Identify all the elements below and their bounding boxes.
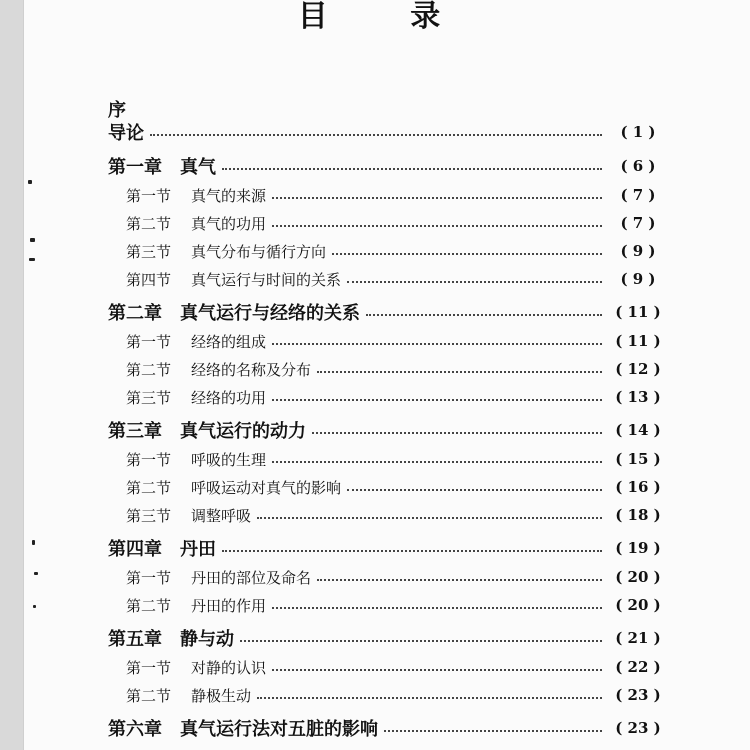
toc-entry-label [108,535,216,561]
toc-entry-label [126,657,266,678]
toc-entry-number: 第一节 [126,186,172,205]
toc-entry-title: 丹田的部位及命名 [191,568,312,587]
dot-leader [272,343,602,345]
toc-entry-number: 第一章 [108,157,162,178]
toc-entry-title: 呼吸的生理 [191,450,267,469]
toc-entry-title: 呼吸运动对真气的影响 [191,478,342,497]
toc-page-number: ( 20 ) [615,596,661,614]
toc-page-number: ( 14 ) [615,421,661,439]
toc-chapter-row [108,120,668,144]
toc-section-row [126,183,668,207]
dot-leader [317,371,602,373]
toc-page-number: ( 12 ) [615,360,661,378]
dot-leader [347,489,602,491]
toc-entry-label [126,449,266,470]
toc-chapter-row [108,626,668,650]
toc-page-number: ( 22 ) [615,658,661,676]
toc-entry-number: 第二节 [126,214,172,233]
toc-entry-label [126,477,341,498]
toc-entry-number: 第二章 [108,303,162,324]
toc-entry-number: 第三节 [126,506,172,525]
dot-leader [222,550,602,552]
table-of-contents [24,0,750,750]
toc-entry-title: 丹田 [180,539,216,560]
dot-leader [317,579,602,581]
toc-section-row [126,593,668,617]
toc-entry-number: 第一节 [126,450,172,469]
toc-section-row [126,267,668,291]
toc-entry-label [126,505,251,526]
toc-section-row [126,211,668,235]
toc-entry-title: 真气 [180,157,216,178]
dot-leader [312,432,602,434]
toc-section-row [126,655,668,679]
toc-entry-title: 真气的功用 [191,214,267,233]
toc-page-number: ( 20 ) [615,568,661,586]
toc-entry-title: 真气运行的动力 [180,421,306,442]
toc-entry-number: 第二节 [126,360,172,379]
toc-entry-number: 第三节 [126,388,172,407]
toc-entry-label [108,715,378,741]
toc-entry-number: 第二节 [126,478,172,497]
dot-leader [272,669,602,671]
dot-leader [272,607,602,609]
toc-page-number: ( 11 ) [615,303,661,321]
toc-entry-number: 第二节 [126,596,172,615]
toc-page-number: ( 13 ) [615,388,661,406]
toc-entry-title: 真气分布与循行方向 [191,242,327,261]
toc-entry-label [108,119,144,145]
page-title: 目 录 [297,0,477,34]
toc-entry-title: 真气运行与时间的关系 [191,270,342,289]
toc-entry-label [126,387,266,408]
toc-entry-title: 真气的来源 [191,186,267,205]
toc-entry-number: 第三节 [126,242,172,261]
toc-entry-number: 第一节 [126,658,172,677]
toc-entry-title: 真气运行法对五脏的影响 [180,719,378,740]
toc-entry-label [126,685,251,706]
dot-leader [366,314,602,316]
toc-entry-number: 第三章 [108,421,162,442]
dot-leader [347,281,602,283]
toc-entry-title: 经络的功用 [191,388,267,407]
toc-chapter-row [108,154,668,178]
toc-entry-title: 导论 [108,123,144,144]
toc-entry-label [108,625,234,651]
toc-section-row [126,503,668,527]
toc-entry-label [126,269,341,290]
toc-entry-label [108,417,306,443]
toc-entry-number: 第四节 [126,270,172,289]
toc-section-row [126,357,668,381]
toc-entry-title: 静与动 [180,629,234,650]
toc-entry-label [126,595,266,616]
toc-chapter-row [108,300,668,324]
preface-entry: 序 [108,100,126,121]
toc-entry-title: 真气运行与经络的关系 [180,303,360,324]
toc-page-number: ( 23 ) [615,686,661,704]
dot-leader [272,461,602,463]
toc-page-number: ( 19 ) [615,539,661,557]
toc-entry-number: 第一节 [126,568,172,587]
toc-entry-label [108,299,360,325]
dot-leader [332,253,602,255]
toc-page-number: ( 6 ) [620,157,656,175]
toc-section-row [126,329,668,353]
dot-leader [272,197,602,199]
toc-section-row [126,683,668,707]
toc-section-row [126,239,668,263]
dot-leader [272,399,602,401]
toc-page-number: ( 15 ) [615,450,661,468]
toc-entry-label [126,359,311,380]
toc-entry-number: 第五章 [108,629,162,650]
dot-leader [384,730,602,732]
document-page [24,0,750,750]
dot-leader [257,517,602,519]
toc-page-number: ( 7 ) [620,214,656,232]
toc-entry-number: 第二节 [126,686,172,705]
toc-section-row [126,447,668,471]
toc-chapter-row [108,418,668,442]
toc-chapter-row [108,536,668,560]
toc-entry-label [126,185,266,206]
toc-entry-title: 经络的组成 [191,332,267,351]
toc-page-number: ( 9 ) [620,242,656,260]
toc-section-row [126,565,668,589]
dot-leader [240,640,602,642]
toc-section-row [126,475,668,499]
toc-page-number: ( 7 ) [620,186,656,204]
toc-page-number: ( 23 ) [615,719,661,737]
toc-page-number: ( 9 ) [620,270,656,288]
toc-entry-number: 第六章 [108,719,162,740]
toc-page-number: ( 21 ) [615,629,661,647]
toc-page-number: ( 16 ) [615,478,661,496]
toc-entry-label [126,567,311,588]
toc-entry-label [126,331,266,352]
toc-entry-label [126,241,326,262]
dot-leader [222,168,602,170]
toc-entry-number: 第一节 [126,332,172,351]
toc-entry-number: 第四章 [108,539,162,560]
toc-entry-title: 静极生动 [191,686,252,705]
toc-page-number: ( 1 ) [620,123,656,141]
toc-entry-title: 调整呼吸 [191,506,252,525]
toc-entry-title: 对静的认识 [191,658,267,677]
dot-leader [257,697,602,699]
toc-section-row [126,385,668,409]
toc-entry-label [126,213,266,234]
toc-entry-title: 丹田的作用 [191,596,267,615]
dot-leader [150,134,602,136]
toc-entry-title: 经络的名称及分布 [191,360,312,379]
toc-chapter-row [108,716,668,740]
toc-page-number: ( 18 ) [615,506,661,524]
toc-entry-label [108,153,216,179]
toc-page-number: ( 11 ) [615,332,661,350]
dot-leader [272,225,602,227]
